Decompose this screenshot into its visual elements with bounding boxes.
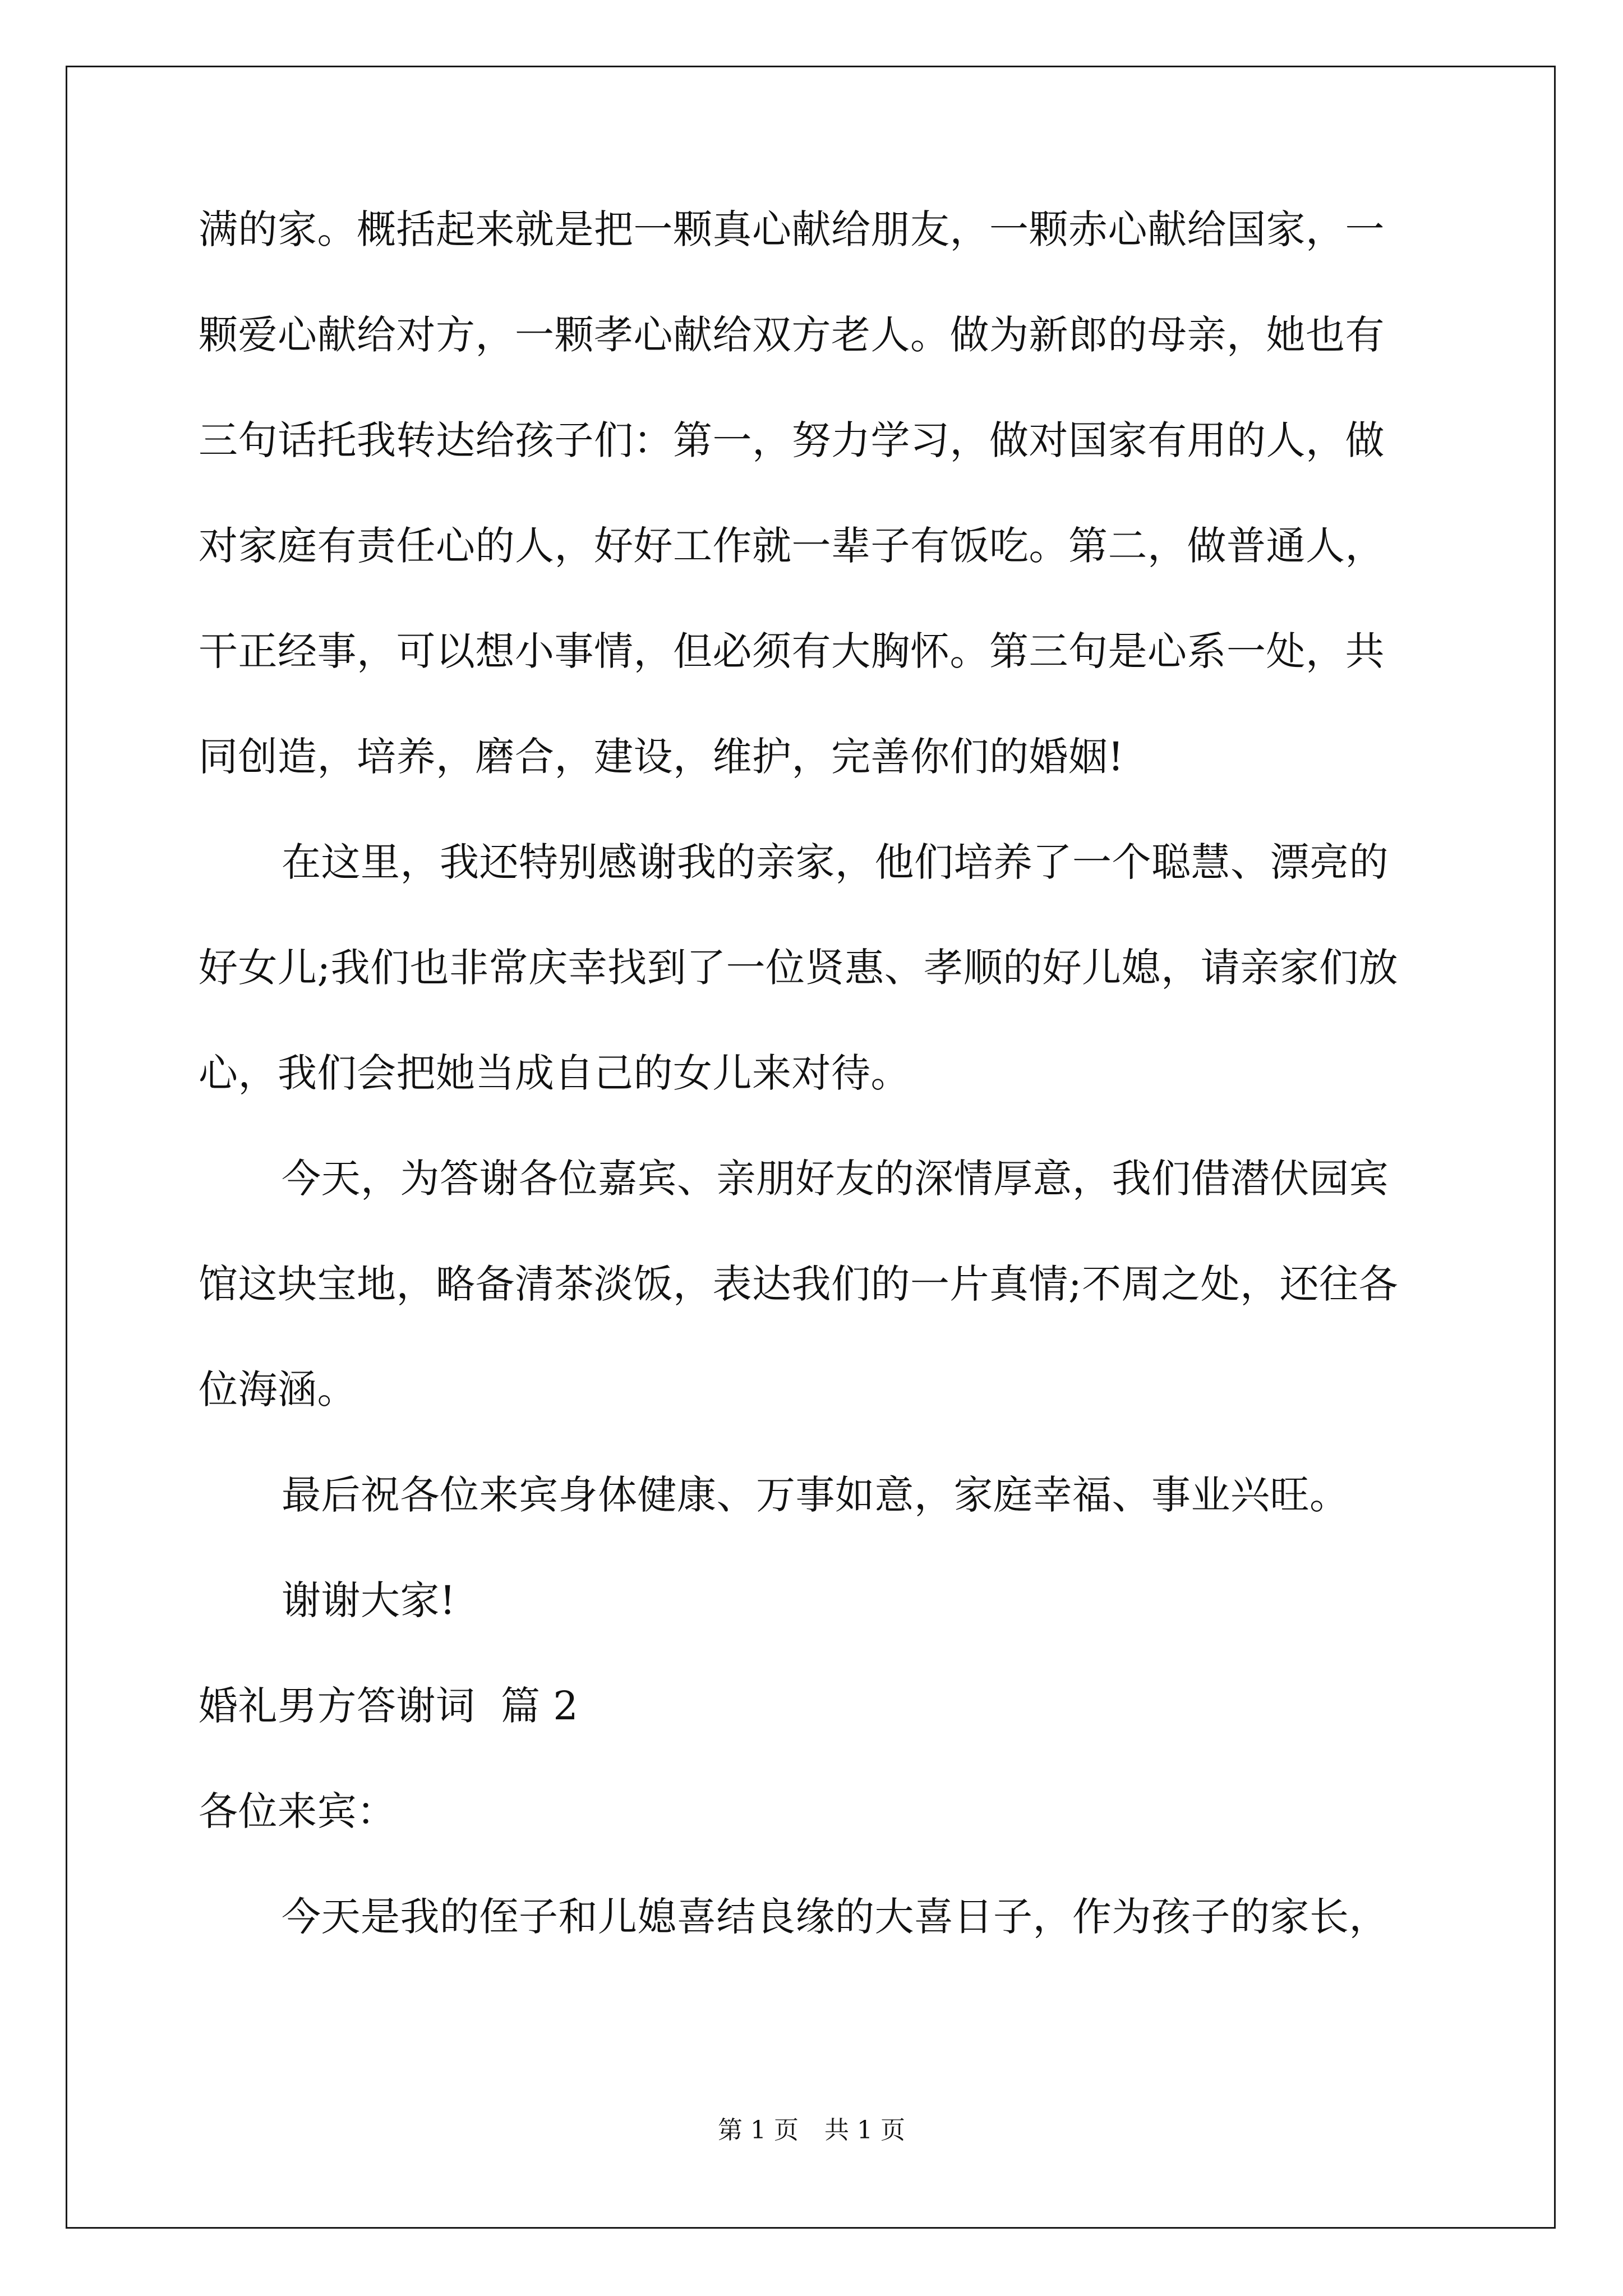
page-number-current: 第 1 页 bbox=[718, 2116, 799, 2145]
paragraph-start-line: 谢谢大家! bbox=[282, 1577, 456, 1623]
text-line: 颗爱心献给对方，一颗孝心献给双方老人。做为新郎的母亲，她也有 bbox=[199, 312, 1385, 358]
paragraph-start-line: 今天，为答谢各位嘉宾、亲朋好友的深情厚意，我们借潜伏园宾 bbox=[282, 1156, 1389, 1202]
text-line: 干正经事，可以想小事情，但必须有大胸怀。第三句是心系一处，共 bbox=[199, 628, 1385, 674]
text-line: 满的家。概括起来就是把一颗真心献给朋友，一颗赤心献给国家，一 bbox=[199, 206, 1385, 252]
section-heading: 婚礼男方答谢词 篇 2 bbox=[199, 1683, 579, 1729]
paragraph-start-line: 在这里，我还特别感谢我的亲家，他们培养了一个聪慧、漂亮的 bbox=[282, 839, 1389, 885]
page-footer bbox=[0, 2118, 1623, 2143]
document-body bbox=[199, 206, 1432, 2003]
text-line: 馆这块宝地，略备清茶淡饭，表达我们的一片真情;不周之处，还往各 bbox=[199, 1261, 1399, 1307]
text-line: 位海涵。 bbox=[199, 1366, 357, 1412]
text-line: 心，我们会把她当成自己的女儿来对待。 bbox=[199, 1050, 910, 1096]
page-number-total: 共 1 页 bbox=[824, 2116, 905, 2145]
text-line: 同创造，培养，磨合，建设，维护，完善你们的婚姻! bbox=[199, 734, 1124, 780]
text-line: 三句话托我转达给孩子们：第一，努力学习，做对国家有用的人，做 bbox=[199, 417, 1385, 463]
paragraph-start-line: 最后祝各位来宾身体健康、万事如意，家庭幸福、事业兴旺。 bbox=[282, 1472, 1349, 1518]
salutation-line: 各位来宾： bbox=[199, 1788, 396, 1834]
text-line: 对家庭有责任心的人，好好工作就一辈子有饭吃。第二，做普通人， bbox=[199, 523, 1385, 569]
text-line: 好女儿;我们也非常庆幸找到了一位贤惠、孝顺的好儿媳，请亲家们放 bbox=[199, 945, 1399, 991]
paragraph-start-line: 今天是我的侄子和儿媳喜结良缘的大喜日子，作为孩子的家长， bbox=[282, 1894, 1389, 1940]
